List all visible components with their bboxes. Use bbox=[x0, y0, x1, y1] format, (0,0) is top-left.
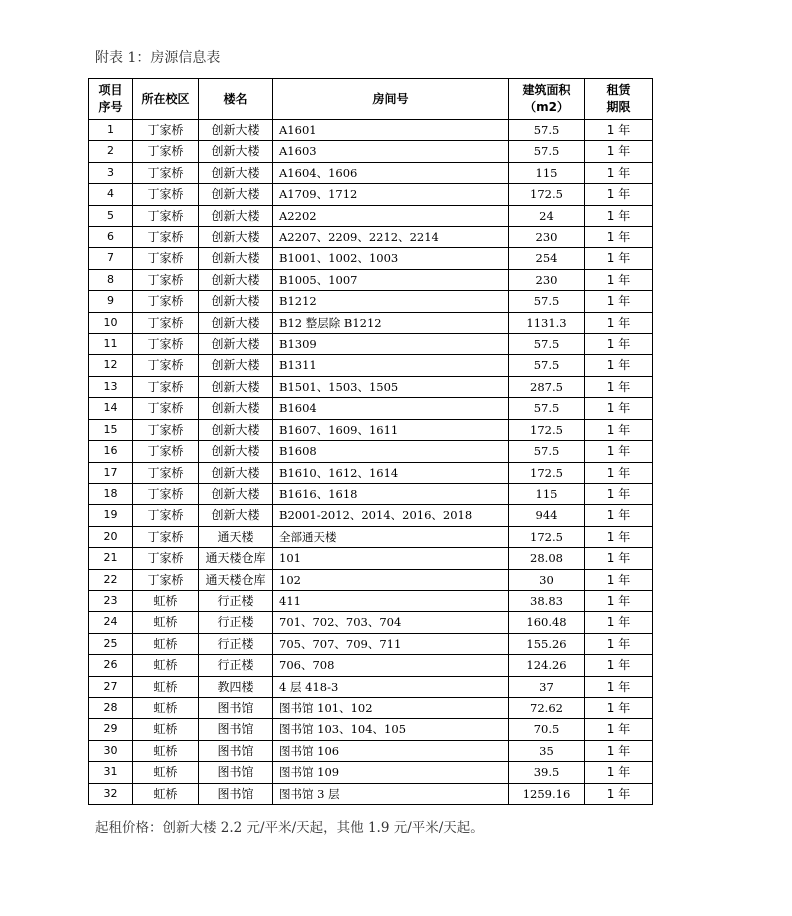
cell-campus: 丁家桥 bbox=[133, 355, 199, 376]
cell-term: 1 年 bbox=[585, 205, 653, 226]
cell-area: 944 bbox=[509, 505, 585, 526]
cell-campus: 虹桥 bbox=[133, 655, 199, 676]
cell-campus: 丁家桥 bbox=[133, 269, 199, 290]
cell-room: B1212 bbox=[273, 291, 509, 312]
cell-seq: 21 bbox=[89, 548, 133, 569]
cell-area: 254 bbox=[509, 248, 585, 269]
cell-term: 1 年 bbox=[585, 483, 653, 504]
cell-area: 1259.16 bbox=[509, 783, 585, 804]
cell-building: 图书馆 bbox=[199, 697, 273, 718]
table-row bbox=[89, 441, 653, 462]
table-row bbox=[89, 334, 653, 355]
cell-term: 1 年 bbox=[585, 441, 653, 462]
cell-seq: 2 bbox=[89, 141, 133, 162]
cell-room: B2001-2012、2014、2016、2018 bbox=[273, 505, 509, 526]
cell-building: 创新大楼 bbox=[199, 291, 273, 312]
cell-room: 图书馆 103、104、105 bbox=[273, 719, 509, 740]
cell-building: 创新大楼 bbox=[199, 483, 273, 504]
header-area: 建筑面积 （m2） bbox=[509, 79, 585, 120]
cell-area: 124.26 bbox=[509, 655, 585, 676]
cell-room: B1311 bbox=[273, 355, 509, 376]
table-row bbox=[89, 676, 653, 697]
cell-campus: 虹桥 bbox=[133, 676, 199, 697]
cell-room: 图书馆 3 层 bbox=[273, 783, 509, 804]
cell-seq: 19 bbox=[89, 505, 133, 526]
cell-room: B1610、1612、1614 bbox=[273, 462, 509, 483]
cell-campus: 虹桥 bbox=[133, 590, 199, 611]
table-header-row bbox=[89, 79, 653, 120]
cell-area: 28.08 bbox=[509, 548, 585, 569]
cell-building: 创新大楼 bbox=[199, 419, 273, 440]
table-row bbox=[89, 505, 653, 526]
cell-campus: 丁家桥 bbox=[133, 184, 199, 205]
cell-term: 1 年 bbox=[585, 548, 653, 569]
cell-room: 图书馆 109 bbox=[273, 762, 509, 783]
table-row bbox=[89, 590, 653, 611]
cell-term: 1 年 bbox=[585, 740, 653, 761]
cell-room: 图书馆 106 bbox=[273, 740, 509, 761]
cell-building: 创新大楼 bbox=[199, 312, 273, 333]
cell-campus: 丁家桥 bbox=[133, 398, 199, 419]
cell-seq: 20 bbox=[89, 526, 133, 547]
table-row bbox=[89, 205, 653, 226]
table-row bbox=[89, 141, 653, 162]
table-row bbox=[89, 783, 653, 804]
cell-term: 1 年 bbox=[585, 676, 653, 697]
table-row bbox=[89, 526, 653, 547]
cell-room: B1005、1007 bbox=[273, 269, 509, 290]
table-row bbox=[89, 462, 653, 483]
cell-building: 通天楼仓库 bbox=[199, 548, 273, 569]
cell-area: 70.5 bbox=[509, 719, 585, 740]
header-campus: 所在校区 bbox=[133, 79, 199, 120]
cell-term: 1 年 bbox=[585, 355, 653, 376]
cell-room: B1309 bbox=[273, 334, 509, 355]
cell-area: 57.5 bbox=[509, 291, 585, 312]
rent-price-note: 起租价格：创新大楼 2.2 元/平米/天起，其他 1.9 元/平米/天起。 bbox=[95, 820, 484, 836]
cell-term: 1 年 bbox=[585, 569, 653, 590]
cell-seq: 5 bbox=[89, 205, 133, 226]
cell-campus: 丁家桥 bbox=[133, 205, 199, 226]
cell-campus: 丁家桥 bbox=[133, 569, 199, 590]
cell-area: 24 bbox=[509, 205, 585, 226]
table-row bbox=[89, 312, 653, 333]
cell-building: 创新大楼 bbox=[199, 462, 273, 483]
cell-seq: 17 bbox=[89, 462, 133, 483]
cell-term: 1 年 bbox=[585, 334, 653, 355]
cell-term: 1 年 bbox=[585, 248, 653, 269]
cell-area: 172.5 bbox=[509, 184, 585, 205]
cell-building: 创新大楼 bbox=[199, 441, 273, 462]
cell-building: 创新大楼 bbox=[199, 162, 273, 183]
cell-room: 701、702、703、704 bbox=[273, 612, 509, 633]
cell-building: 创新大楼 bbox=[199, 227, 273, 248]
cell-room: A1709、1712 bbox=[273, 184, 509, 205]
cell-area: 115 bbox=[509, 483, 585, 504]
table-row bbox=[89, 355, 653, 376]
cell-building: 创新大楼 bbox=[199, 355, 273, 376]
cell-campus: 丁家桥 bbox=[133, 227, 199, 248]
cell-seq: 23 bbox=[89, 590, 133, 611]
cell-seq: 9 bbox=[89, 291, 133, 312]
cell-building: 图书馆 bbox=[199, 783, 273, 804]
cell-seq: 29 bbox=[89, 719, 133, 740]
cell-term: 1 年 bbox=[585, 120, 653, 141]
cell-campus: 丁家桥 bbox=[133, 441, 199, 462]
cell-campus: 丁家桥 bbox=[133, 419, 199, 440]
cell-term: 1 年 bbox=[585, 376, 653, 397]
cell-building: 行正楼 bbox=[199, 612, 273, 633]
cell-room: 全部通天楼 bbox=[273, 526, 509, 547]
cell-room: 101 bbox=[273, 548, 509, 569]
table-caption: 附表 1：房源信息表 bbox=[95, 50, 221, 66]
cell-building: 创新大楼 bbox=[199, 505, 273, 526]
cell-term: 1 年 bbox=[585, 141, 653, 162]
cell-campus: 虹桥 bbox=[133, 783, 199, 804]
cell-campus: 丁家桥 bbox=[133, 376, 199, 397]
cell-area: 155.26 bbox=[509, 633, 585, 654]
table-row bbox=[89, 548, 653, 569]
cell-area: 39.5 bbox=[509, 762, 585, 783]
header-room: 房间号 bbox=[273, 79, 509, 120]
cell-building: 创新大楼 bbox=[199, 269, 273, 290]
cell-building: 通天楼仓库 bbox=[199, 569, 273, 590]
table-row bbox=[89, 291, 653, 312]
cell-area: 35 bbox=[509, 740, 585, 761]
cell-building: 行正楼 bbox=[199, 633, 273, 654]
table-row bbox=[89, 697, 653, 718]
table-row bbox=[89, 655, 653, 676]
cell-campus: 虹桥 bbox=[133, 740, 199, 761]
cell-area: 57.5 bbox=[509, 355, 585, 376]
cell-room: B1608 bbox=[273, 441, 509, 462]
cell-term: 1 年 bbox=[585, 291, 653, 312]
cell-term: 1 年 bbox=[585, 162, 653, 183]
cell-room: A1601 bbox=[273, 120, 509, 141]
cell-room: 102 bbox=[273, 569, 509, 590]
cell-seq: 30 bbox=[89, 740, 133, 761]
cell-room: A2202 bbox=[273, 205, 509, 226]
cell-room: 411 bbox=[273, 590, 509, 611]
cell-seq: 32 bbox=[89, 783, 133, 804]
cell-seq: 15 bbox=[89, 419, 133, 440]
table-row bbox=[89, 633, 653, 654]
cell-building: 创新大楼 bbox=[199, 248, 273, 269]
cell-term: 1 年 bbox=[585, 526, 653, 547]
cell-area: 287.5 bbox=[509, 376, 585, 397]
cell-seq: 4 bbox=[89, 184, 133, 205]
cell-seq: 7 bbox=[89, 248, 133, 269]
cell-room: B12 整层除 B1212 bbox=[273, 312, 509, 333]
cell-room: 706、708 bbox=[273, 655, 509, 676]
cell-area: 57.5 bbox=[509, 120, 585, 141]
cell-seq: 26 bbox=[89, 655, 133, 676]
cell-room: B1604 bbox=[273, 398, 509, 419]
cell-term: 1 年 bbox=[585, 762, 653, 783]
cell-campus: 丁家桥 bbox=[133, 291, 199, 312]
cell-term: 1 年 bbox=[585, 612, 653, 633]
cell-area: 57.5 bbox=[509, 441, 585, 462]
cell-term: 1 年 bbox=[585, 312, 653, 333]
table-row bbox=[89, 483, 653, 504]
cell-building: 创新大楼 bbox=[199, 376, 273, 397]
cell-area: 57.5 bbox=[509, 398, 585, 419]
cell-campus: 丁家桥 bbox=[133, 505, 199, 526]
cell-term: 1 年 bbox=[585, 783, 653, 804]
table-row bbox=[89, 762, 653, 783]
cell-seq: 3 bbox=[89, 162, 133, 183]
cell-room: 705、707、709、711 bbox=[273, 633, 509, 654]
cell-room: A1604、1606 bbox=[273, 162, 509, 183]
table-row bbox=[89, 376, 653, 397]
cell-seq: 22 bbox=[89, 569, 133, 590]
table-row bbox=[89, 719, 653, 740]
cell-building: 创新大楼 bbox=[199, 334, 273, 355]
cell-area: 230 bbox=[509, 269, 585, 290]
cell-seq: 31 bbox=[89, 762, 133, 783]
cell-area: 38.83 bbox=[509, 590, 585, 611]
cell-seq: 18 bbox=[89, 483, 133, 504]
cell-seq: 10 bbox=[89, 312, 133, 333]
cell-term: 1 年 bbox=[585, 655, 653, 676]
cell-campus: 丁家桥 bbox=[133, 462, 199, 483]
cell-term: 1 年 bbox=[585, 398, 653, 419]
cell-room: B1501、1503、1505 bbox=[273, 376, 509, 397]
cell-area: 172.5 bbox=[509, 419, 585, 440]
cell-area: 1131.3 bbox=[509, 312, 585, 333]
table-row bbox=[89, 419, 653, 440]
cell-area: 230 bbox=[509, 227, 585, 248]
cell-term: 1 年 bbox=[585, 184, 653, 205]
table-row bbox=[89, 269, 653, 290]
cell-seq: 25 bbox=[89, 633, 133, 654]
cell-area: 57.5 bbox=[509, 141, 585, 162]
cell-area: 30 bbox=[509, 569, 585, 590]
cell-room: A1603 bbox=[273, 141, 509, 162]
cell-seq: 16 bbox=[89, 441, 133, 462]
cell-area: 160.48 bbox=[509, 612, 585, 633]
cell-campus: 丁家桥 bbox=[133, 334, 199, 355]
cell-campus: 虹桥 bbox=[133, 612, 199, 633]
cell-seq: 12 bbox=[89, 355, 133, 376]
cell-area: 172.5 bbox=[509, 526, 585, 547]
cell-area: 57.5 bbox=[509, 334, 585, 355]
cell-room: B1001、1002、1003 bbox=[273, 248, 509, 269]
cell-seq: 6 bbox=[89, 227, 133, 248]
cell-term: 1 年 bbox=[585, 419, 653, 440]
cell-seq: 28 bbox=[89, 697, 133, 718]
cell-seq: 24 bbox=[89, 612, 133, 633]
table-row bbox=[89, 162, 653, 183]
cell-campus: 丁家桥 bbox=[133, 248, 199, 269]
property-table bbox=[88, 78, 653, 805]
table-row bbox=[89, 740, 653, 761]
table-body bbox=[89, 120, 653, 805]
cell-area: 172.5 bbox=[509, 462, 585, 483]
cell-campus: 虹桥 bbox=[133, 762, 199, 783]
cell-room: A2207、2209、2212、2214 bbox=[273, 227, 509, 248]
cell-campus: 虹桥 bbox=[133, 697, 199, 718]
table-row bbox=[89, 227, 653, 248]
cell-campus: 丁家桥 bbox=[133, 548, 199, 569]
cell-building: 图书馆 bbox=[199, 740, 273, 761]
cell-building: 创新大楼 bbox=[199, 184, 273, 205]
cell-room: B1616、1618 bbox=[273, 483, 509, 504]
cell-seq: 13 bbox=[89, 376, 133, 397]
cell-term: 1 年 bbox=[585, 227, 653, 248]
cell-area: 37 bbox=[509, 676, 585, 697]
cell-term: 1 年 bbox=[585, 590, 653, 611]
cell-campus: 虹桥 bbox=[133, 719, 199, 740]
table-row bbox=[89, 398, 653, 419]
cell-building: 图书馆 bbox=[199, 762, 273, 783]
table-row bbox=[89, 569, 653, 590]
cell-campus: 丁家桥 bbox=[133, 162, 199, 183]
cell-campus: 丁家桥 bbox=[133, 483, 199, 504]
cell-building: 创新大楼 bbox=[199, 120, 273, 141]
cell-building: 创新大楼 bbox=[199, 398, 273, 419]
cell-seq: 14 bbox=[89, 398, 133, 419]
cell-campus: 虹桥 bbox=[133, 633, 199, 654]
cell-seq: 11 bbox=[89, 334, 133, 355]
table-row bbox=[89, 248, 653, 269]
cell-seq: 1 bbox=[89, 120, 133, 141]
table-row bbox=[89, 184, 653, 205]
cell-term: 1 年 bbox=[585, 269, 653, 290]
cell-building: 图书馆 bbox=[199, 719, 273, 740]
cell-building: 通天楼 bbox=[199, 526, 273, 547]
cell-building: 创新大楼 bbox=[199, 205, 273, 226]
cell-term: 1 年 bbox=[585, 697, 653, 718]
cell-term: 1 年 bbox=[585, 505, 653, 526]
cell-campus: 丁家桥 bbox=[133, 312, 199, 333]
cell-room: B1607、1609、1611 bbox=[273, 419, 509, 440]
cell-building: 创新大楼 bbox=[199, 141, 273, 162]
cell-campus: 丁家桥 bbox=[133, 526, 199, 547]
cell-seq: 8 bbox=[89, 269, 133, 290]
cell-campus: 丁家桥 bbox=[133, 120, 199, 141]
header-term: 租赁 期限 bbox=[585, 79, 653, 120]
cell-building: 行正楼 bbox=[199, 590, 273, 611]
header-building: 楼名 bbox=[199, 79, 273, 120]
cell-building: 教四楼 bbox=[199, 676, 273, 697]
cell-campus: 丁家桥 bbox=[133, 141, 199, 162]
cell-room: 4 层 418-3 bbox=[273, 676, 509, 697]
cell-term: 1 年 bbox=[585, 633, 653, 654]
cell-area: 72.62 bbox=[509, 697, 585, 718]
cell-room: 图书馆 101、102 bbox=[273, 697, 509, 718]
table-row bbox=[89, 120, 653, 141]
cell-term: 1 年 bbox=[585, 462, 653, 483]
cell-building: 行正楼 bbox=[199, 655, 273, 676]
cell-area: 115 bbox=[509, 162, 585, 183]
cell-seq: 27 bbox=[89, 676, 133, 697]
cell-term: 1 年 bbox=[585, 719, 653, 740]
table-row bbox=[89, 612, 653, 633]
header-seq: 项目 序号 bbox=[89, 79, 133, 120]
